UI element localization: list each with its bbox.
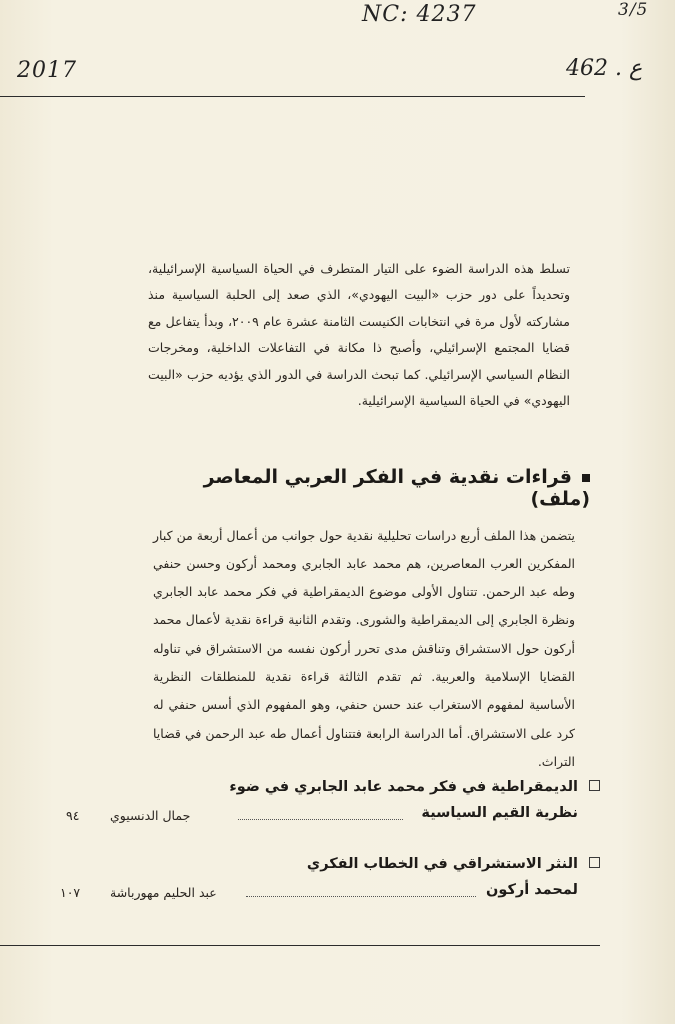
checkbox-square-icon [589, 857, 600, 868]
toc-title-line1: النثر الاستشراقي في الخطاب الفكري [306, 856, 578, 872]
toc-page-number: ١٠٧ [60, 885, 81, 900]
section-heading [170, 466, 590, 510]
top-rule [0, 96, 585, 97]
toc-entry[interactable] [60, 774, 600, 844]
handwritten-year: 2017 [17, 58, 77, 83]
section-description: يتضمن هذا الملف أربع دراسات تحليلية نقدية حول جوانب من أعمال أربعة من كبار المفكرين العرب المعاصرين، هم محمد عابد الجابري ومحمد أركون وحسن حنفي وطه عبد الرحمن. تتناول الأولى موضوع الديمقراطية في فكر محمد عابد الجابري ونظرة الجابري إلى الديمقراطية والشورى. وتقدم الثانية قراءة نقدية لأعمال محمد أركون حول الاستشراق وتناقش مدى تحرر أركون نفسه من الاستشراق في تناوله القضايا الإسلامية والعربية. ثم تقدم الثالثة قراءة نقدية للمنطلقات النظرية الأساسية لمفهوم الاستغراب عند حسن حنفي، وهو المفهوم الذي أسس حنفي له كرد على الاستشراق. أما الدراسة الرابعة فتتناول أعمال طه عبد الرحمن في قضايا التراث. [153, 527, 575, 769]
toc-leader-dots [246, 896, 476, 897]
toc-leader-dots [238, 819, 403, 820]
toc-entry[interactable] [60, 851, 600, 921]
toc-title-line2: لمحمد أركون [486, 882, 578, 898]
handwritten-code: 462 . ع [566, 56, 643, 81]
toc-author: جمال الدنسيوي [110, 808, 191, 823]
section-title-text: قراءات نقدية في الفكر العربي المعاصر (ملف) [203, 466, 590, 510]
handwritten-reference-number: NC: 4237 [362, 2, 477, 27]
toc-title-line1: الديمقراطية في فكر محمد عابد الجابري في ضوء [229, 779, 578, 795]
handwritten-page-marker: 3/5 [618, 0, 649, 20]
toc-author: عبد الحليم مهورباشة [110, 885, 217, 900]
toc-title-line2: نظرية القيم السياسية [421, 805, 578, 821]
toc-page-number: ٩٤ [66, 808, 80, 823]
bottom-rule [0, 945, 600, 946]
intro-paragraph: تسلط هذه الدراسة الضوء على التيار المتطرف في الحياة السياسية الإسرائيلية، وتحديداً على دور حزب «البيت اليهودي»، الذي صعد إلى الحلبة السياسية منذ مشاركته لأول مرة في انتخابات الكنيست الثامنة عشرة عام ٢٠٠٩، وبدأ يتفاعل مع قضايا المجتمع الإسرائيلي، وأصبح ذا مكانة في التفاعلات الداخلية، ومخرجات النظام السياسي الإسرائيلي. كما تبحث الدراسة في الدور الذي يؤديه حزب «البيت اليهودي» في الحياة السياسية الإسرائيلية. [148, 260, 570, 408]
square-bullet-icon [582, 474, 590, 482]
checkbox-square-icon [589, 780, 600, 791]
